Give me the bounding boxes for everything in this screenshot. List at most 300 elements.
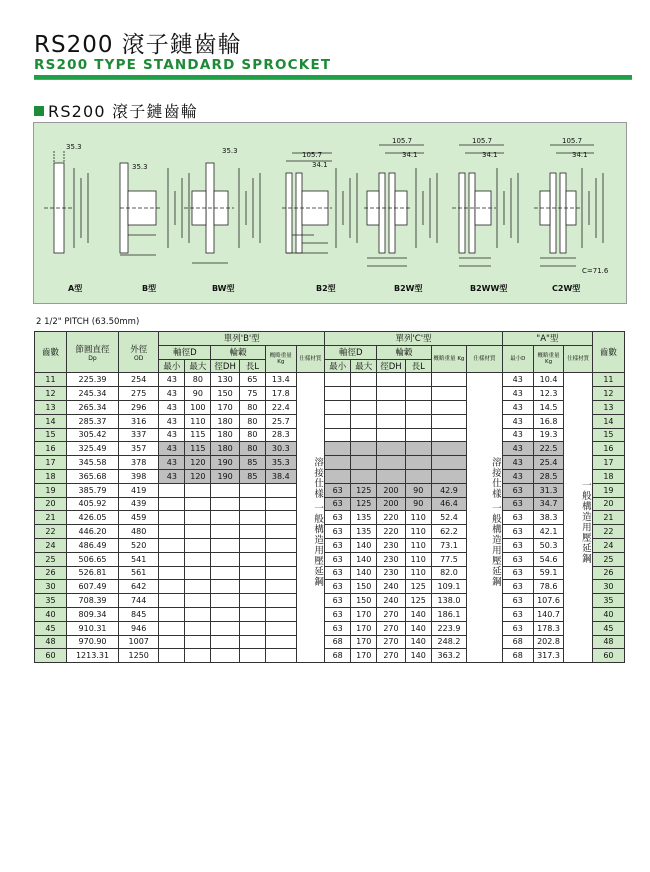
table-cell [159,635,185,649]
table-cell [239,607,265,621]
section-bullet-icon [34,106,44,116]
table-cell: 46.4 [431,497,467,511]
c-spec-vertical-text: 溶接仕樣 一般構造用壓延鋼 [467,373,503,663]
table-cell [431,442,467,456]
table-cell [325,469,351,483]
table-cell: 135 [351,525,377,539]
table-cell: 506.65 [66,552,118,566]
col-teeth-right: 齒數 [592,332,624,373]
table-cell: 115 [185,442,211,456]
table-cell: 80 [185,373,211,387]
table-cell: 180 [211,442,239,456]
table-cell [185,538,211,552]
table-cell: 43 [502,442,533,456]
table-cell: 325.49 [66,442,118,456]
dim-b-label: 35.3 [132,163,148,171]
table-cell: 12 [592,387,624,401]
table-cell: 1213.31 [66,649,118,663]
sprocket-diagram [33,122,627,304]
table-cell [265,580,296,594]
table-row [35,607,625,621]
table-cell: 60 [592,649,624,663]
table-cell: 11 [35,373,67,387]
table-cell: 25.7 [265,414,296,428]
table-cell [265,566,296,580]
table-row [35,511,625,525]
type-b2ww-label: B2WW型 [470,284,508,293]
table-cell: 30 [592,580,624,594]
col-c-dh: 徑DH [377,359,405,373]
col-c-weight: 概略重量 Kg [431,345,467,373]
table-cell: 90 [405,497,431,511]
table-cell: 63 [502,552,533,566]
table-cell: 63 [325,525,351,539]
dim-b2ww-pitch: 34.1 [482,151,498,159]
table-cell: 25.4 [533,456,564,470]
table-cell [377,414,405,428]
type-c2w-drawing [534,145,603,266]
table-cell: 109.1 [431,580,467,594]
col-b-dh: 徑DH [211,359,239,373]
table-row [35,621,625,635]
table-cell: 14 [592,414,624,428]
table-cell [211,649,239,663]
table-cell [377,456,405,470]
col-c-spec: 仕樣材質 [467,345,503,373]
table-cell: 125 [405,594,431,608]
table-cell: 520 [119,538,159,552]
table-cell [159,483,185,497]
table-cell: 125 [351,497,377,511]
table-cell [211,511,239,525]
table-cell: 439 [119,497,159,511]
table-cell: 120 [185,456,211,470]
table-cell [159,580,185,594]
table-cell: 275 [119,387,159,401]
table-cell: 14 [35,414,67,428]
table-cell: 607.49 [66,580,118,594]
table-cell: 970.90 [66,635,118,649]
table-cell: 10.4 [533,373,564,387]
table-cell: 240 [377,594,405,608]
table-cell [351,414,377,428]
col-b-type: 單列'B'型 [159,332,325,346]
table-cell [265,552,296,566]
table-cell: 80 [239,442,265,456]
table-row [35,400,625,414]
table-cell: 140 [405,607,431,621]
table-cell [185,580,211,594]
table-cell: 13 [35,400,67,414]
table-cell [377,373,405,387]
table-cell: 16.8 [533,414,564,428]
table-cell: 305.42 [66,428,118,442]
table-cell: 16 [35,442,67,456]
table-cell [211,635,239,649]
table-cell [239,594,265,608]
table-cell: 34.7 [533,497,564,511]
table-cell: 18 [592,469,624,483]
table-row [35,538,625,552]
table-cell: 18 [35,469,67,483]
table-cell [325,400,351,414]
table-cell: 135 [351,511,377,525]
table-cell [431,469,467,483]
table-cell: 13 [592,400,624,414]
table-cell: 245.34 [66,387,118,401]
table-cell: 170 [351,621,377,635]
table-cell: 744 [119,594,159,608]
table-cell: 43 [502,456,533,470]
type-a-drawing [44,151,88,253]
table-row [35,635,625,649]
table-cell: 77.5 [431,552,467,566]
table-cell [265,483,296,497]
table-cell [351,469,377,483]
table-cell: 345.58 [66,456,118,470]
table-cell: 82.0 [431,566,467,580]
table-cell: 63 [502,497,533,511]
table-row [35,552,625,566]
table-cell [377,428,405,442]
table-cell [185,566,211,580]
dim-c2w-length: 105.7 [562,137,583,145]
table-cell: 68 [502,635,533,649]
table-cell: 50.3 [533,538,564,552]
table-cell [405,373,431,387]
col-b-len: 長L [239,359,265,373]
table-cell: 419 [119,483,159,497]
table-cell: 125 [351,483,377,497]
table-row [35,580,625,594]
table-cell [351,387,377,401]
table-cell [405,469,431,483]
table-cell [211,483,239,497]
table-cell: 63 [502,483,533,497]
table-cell [325,428,351,442]
table-cell [431,387,467,401]
col-teeth: 齒數 [35,332,67,373]
dim-b2w-pitch: 34.1 [402,151,418,159]
table-cell: 42.1 [533,525,564,539]
table-row [35,497,625,511]
table-cell: 270 [377,607,405,621]
table-row [35,414,625,428]
table-cell: 63 [502,511,533,525]
table-cell: 357 [119,442,159,456]
table-cell: 110 [405,552,431,566]
table-cell: 48 [592,635,624,649]
table-cell: 45 [592,621,624,635]
table-cell: 190 [211,456,239,470]
table-cell [239,483,265,497]
page-title: RS200 滾子鏈齒輪 [34,32,242,58]
type-b-drawing [120,163,189,255]
table-cell: 12.3 [533,387,564,401]
type-b2w-label: B2W型 [394,284,423,293]
table-cell: 31.3 [533,483,564,497]
type-b2-label: B2型 [316,284,336,293]
col-a-spec: 仕樣材質 [564,345,592,373]
table-cell: 43 [502,469,533,483]
table-cell [265,635,296,649]
table-cell: 150 [351,594,377,608]
table-cell: 38.3 [533,511,564,525]
col-dp: 節圓直徑 Dp [66,332,118,373]
table-cell: 68 [325,649,351,663]
table-cell: 63 [502,607,533,621]
table-cell: 202.8 [533,635,564,649]
table-cell: 63 [502,538,533,552]
table-cell: 230 [377,566,405,580]
table-cell: 378 [119,456,159,470]
col-b-max: 最大 [185,359,211,373]
table-cell: 80 [239,414,265,428]
table-cell [265,511,296,525]
table-cell [211,552,239,566]
table-cell: 170 [211,400,239,414]
table-cell [377,442,405,456]
table-cell: 170 [351,649,377,663]
table-cell: 230 [377,552,405,566]
table-cell: 21 [35,511,67,525]
col-b-min: 最小 [159,359,185,373]
table-cell: 150 [211,387,239,401]
table-cell [159,607,185,621]
col-c-len: 長L [405,359,431,373]
table-cell [211,566,239,580]
table-cell: 170 [351,607,377,621]
section-title: RS200 滾子鏈齒輪 [48,102,199,121]
col-b-hub: 輪轂 [211,345,265,359]
table-cell [185,621,211,635]
type-b-label: B型 [142,284,157,293]
col-od: 外徑 OD [119,332,159,373]
table-cell: 398 [119,469,159,483]
table-row [35,428,625,442]
table-cell: 78.6 [533,580,564,594]
table-row [35,483,625,497]
table-cell: 22 [592,525,624,539]
table-cell: 178.3 [533,621,564,635]
table-cell [377,469,405,483]
table-cell: 43 [502,373,533,387]
table-cell: 22.4 [265,400,296,414]
table-cell: 62.2 [431,525,467,539]
table-cell [185,594,211,608]
table-cell: 200 [377,497,405,511]
table-cell [211,594,239,608]
table-cell: 43 [502,400,533,414]
table-cell: 63 [502,580,533,594]
table-cell: 910.31 [66,621,118,635]
table-cell [239,621,265,635]
table-cell: 21 [592,511,624,525]
table-cell: 120 [185,469,211,483]
table-cell [239,635,265,649]
table-cell [185,497,211,511]
col-a-min: 最小D [502,345,533,373]
table-cell: 140 [351,538,377,552]
table-cell [351,373,377,387]
table-cell: 220 [377,525,405,539]
table-cell [405,456,431,470]
dim-b2ww-length: 105.7 [472,137,493,145]
table-row [35,525,625,539]
table-cell: 20 [592,497,624,511]
table-cell: 946 [119,621,159,635]
table-cell: 63 [325,552,351,566]
table-cell [159,525,185,539]
table-cell [431,414,467,428]
table-cell: 365.68 [66,469,118,483]
table-cell: 17 [35,456,67,470]
type-a-label: A型 [68,284,83,293]
table-cell: 140 [351,566,377,580]
table-cell: 240 [377,580,405,594]
table-cell: 110 [405,525,431,539]
table-cell [431,456,467,470]
table-cell: 63 [325,594,351,608]
table-cell [239,580,265,594]
type-b2ww-drawing [452,145,518,266]
dim-a-label: 35.3 [66,143,82,151]
table-cell: 85 [239,469,265,483]
col-c-max: 最大 [351,359,377,373]
table-cell [159,594,185,608]
table-cell [265,525,296,539]
table-cell: 14.5 [533,400,564,414]
table-cell: 63 [325,483,351,497]
table-cell [239,566,265,580]
table-cell: 385.79 [66,483,118,497]
table-cell: 526.81 [66,566,118,580]
table-cell [431,428,467,442]
table-cell [159,621,185,635]
dim-b2-pitch: 34.1 [312,161,328,169]
table-cell: 63 [502,566,533,580]
table-cell: 405.92 [66,497,118,511]
table-cell: 52.4 [431,511,467,525]
type-bw-label: BW型 [212,284,235,293]
col-c-min: 最小 [325,359,351,373]
table-cell: 24 [35,538,67,552]
table-cell: 43 [159,373,185,387]
table-cell: 642 [119,580,159,594]
table-cell [239,552,265,566]
table-cell: 285.37 [66,414,118,428]
table-cell: 28.5 [533,469,564,483]
table-cell: 845 [119,607,159,621]
table-cell [211,538,239,552]
type-bw-drawing [184,163,260,263]
dim-b2-length: 105.7 [302,151,323,159]
table-cell: 248.2 [431,635,467,649]
table-cell: 35.3 [265,456,296,470]
table-cell [405,387,431,401]
table-cell: 40 [592,607,624,621]
table-cell: 13.4 [265,373,296,387]
table-cell [265,607,296,621]
table-cell: 17 [592,456,624,470]
table-cell [239,525,265,539]
table-cell: 110 [185,414,211,428]
dim-bw-label: 35.3 [222,147,238,155]
table-row [35,566,625,580]
table-cell: 20 [35,497,67,511]
table-cell: 63 [325,497,351,511]
table-cell: 140 [405,635,431,649]
table-cell: 100 [185,400,211,414]
table-cell: 22 [35,525,67,539]
table-cell: 426.05 [66,511,118,525]
table-cell: 140 [405,649,431,663]
type-b2w-drawing [364,145,437,266]
table-row [35,442,625,456]
sprocket-spec-table [34,331,625,663]
table-cell: 22.5 [533,442,564,456]
title-underline-shadow [34,79,632,80]
table-cell [265,538,296,552]
section-heading [34,99,198,122]
table-cell: 48 [35,635,67,649]
table-cell [351,400,377,414]
table-cell: 316 [119,414,159,428]
b-spec-vertical-text: 溶接仕樣 一般構造用壓延鋼 [296,373,325,663]
table-cell: 15 [592,428,624,442]
table-cell [159,511,185,525]
table-cell [405,442,431,456]
dim-c2w-c: C=71.6 [582,267,609,275]
table-cell: 65 [239,373,265,387]
table-cell: 43 [502,414,533,428]
col-c-hub: 輪轂 [377,345,431,359]
table-cell: 480 [119,525,159,539]
table-cell: 363.2 [431,649,467,663]
table-cell: 317.3 [533,649,564,663]
table-cell [159,497,185,511]
table-cell [159,566,185,580]
table-cell: 200 [377,483,405,497]
table-cell: 140.7 [533,607,564,621]
table-cell: 541 [119,552,159,566]
table-cell: 486.49 [66,538,118,552]
table-cell [185,649,211,663]
table-cell: 63 [325,511,351,525]
table-row [35,594,625,608]
table-cell: 107.6 [533,594,564,608]
table-cell: 708.39 [66,594,118,608]
table-cell: 11 [592,373,624,387]
a-spec-vertical-text: 一般構造用壓延鋼 [564,373,592,663]
table-cell: 63 [325,607,351,621]
table-cell [351,428,377,442]
table-cell: 68 [502,649,533,663]
col-b-spec: 仕樣材質 [296,345,325,373]
table-cell [377,400,405,414]
table-cell: 63 [502,594,533,608]
table-cell: 43 [159,400,185,414]
table-cell: 43 [502,387,533,401]
table-cell: 63 [502,621,533,635]
table-cell [351,456,377,470]
table-cell [185,607,211,621]
table-cell: 138.0 [431,594,467,608]
table-cell [351,442,377,456]
table-cell: 90 [185,387,211,401]
table-cell: 45 [35,621,67,635]
table-cell: 30.3 [265,442,296,456]
